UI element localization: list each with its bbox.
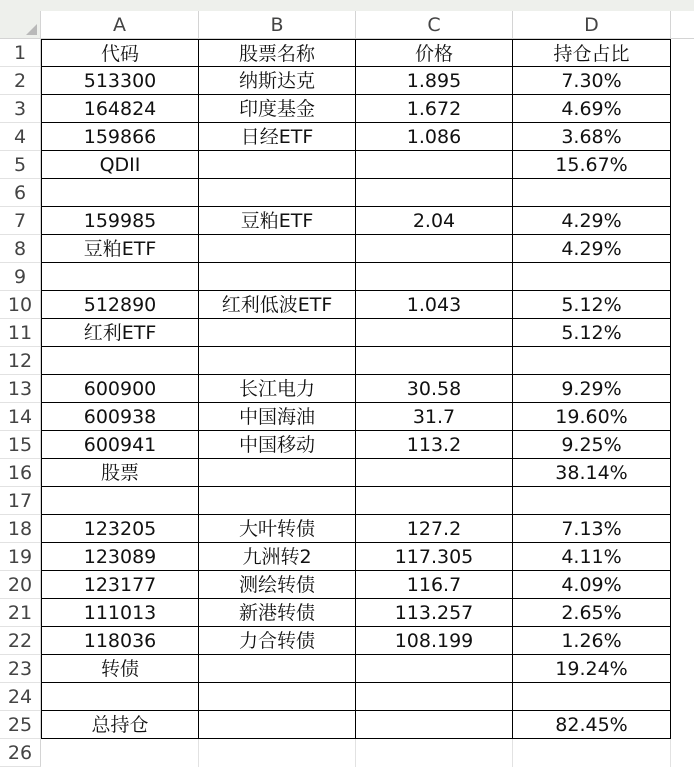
cell-c13[interactable]: 30.58 [356, 375, 513, 403]
cell-c10[interactable]: 1.043 [356, 291, 513, 319]
cell-d22[interactable]: 1.26% [513, 627, 671, 655]
cell-d20[interactable]: 4.09% [513, 571, 671, 599]
row-header-16[interactable]: 16 [0, 459, 41, 487]
cell-a16[interactable]: 股票 [41, 459, 199, 487]
column-header-c[interactable]: C [356, 11, 513, 39]
row-header-6[interactable]: 6 [0, 179, 41, 207]
row-header-22[interactable]: 22 [0, 627, 41, 655]
cell-a14[interactable]: 600938 [41, 403, 199, 431]
cell-a12[interactable] [41, 347, 199, 375]
cell-b18[interactable]: 大叶转债 [199, 515, 356, 543]
cell-b9[interactable] [199, 263, 356, 291]
cell-b13[interactable]: 长江电力 [199, 375, 356, 403]
table-row [41, 291, 671, 319]
cell-b11[interactable] [199, 319, 356, 347]
cell-a23[interactable]: 转债 [41, 655, 199, 683]
cell-b16[interactable] [199, 459, 356, 487]
row-header-26[interactable]: 26 [0, 739, 41, 767]
cell-d5[interactable]: 15.67% [513, 151, 671, 179]
cell-a8[interactable]: 豆粕ETF [41, 235, 199, 263]
cell-c24[interactable] [356, 683, 513, 711]
row-header-7[interactable]: 7 [0, 207, 41, 235]
cell-c20[interactable]: 116.7 [356, 571, 513, 599]
row-header-8[interactable]: 8 [0, 235, 41, 263]
cell-b24[interactable] [199, 683, 356, 711]
cell-d17[interactable] [513, 487, 671, 515]
cell-c23[interactable] [356, 655, 513, 683]
cell-d16[interactable]: 38.14% [513, 459, 671, 487]
cell-b23[interactable] [199, 655, 356, 683]
cell-b25[interactable] [199, 711, 356, 739]
cell-b14[interactable]: 中国海油 [199, 403, 356, 431]
cell-c11[interactable] [356, 319, 513, 347]
row-header-10[interactable]: 10 [0, 291, 41, 319]
row-header-9[interactable]: 9 [0, 263, 41, 291]
table-row [41, 571, 671, 599]
cell-d15[interactable]: 9.25% [513, 431, 671, 459]
cell-d24[interactable] [513, 683, 671, 711]
cell-a17[interactable] [41, 487, 199, 515]
row-header-2[interactable]: 2 [0, 67, 41, 95]
table-row [41, 599, 671, 627]
column-header-a[interactable]: A [41, 11, 199, 39]
cell-d4[interactable]: 3.68% [513, 123, 671, 151]
cell-a5[interactable]: QDII [41, 151, 199, 179]
cell-d14[interactable]: 19.60% [513, 403, 671, 431]
table-row [41, 39, 671, 67]
cell-b2[interactable]: 纳斯达克 [199, 67, 356, 95]
cell-a3[interactable]: 164824 [41, 95, 199, 123]
cell-b17[interactable] [199, 487, 356, 515]
cell-b4[interactable]: 日经ETF [199, 123, 356, 151]
row-header-21[interactable]: 21 [0, 599, 41, 627]
row-header-25[interactable]: 25 [0, 711, 41, 739]
cell-d7[interactable]: 4.29% [513, 207, 671, 235]
table-row [41, 263, 671, 291]
cell-d12[interactable] [513, 347, 671, 375]
cell-a24[interactable] [41, 683, 199, 711]
table-row [41, 683, 671, 711]
cell-a21[interactable]: 111013 [41, 599, 199, 627]
empty-column-area[interactable] [671, 39, 694, 763]
cell-b3[interactable]: 印度基金 [199, 95, 356, 123]
row-header-15[interactable]: 15 [0, 431, 41, 459]
table-row [41, 179, 671, 207]
table-row [41, 627, 671, 655]
table-row [41, 655, 671, 683]
cell-d11[interactable]: 5.12% [513, 319, 671, 347]
cell-d9[interactable] [513, 263, 671, 291]
cell-c22[interactable]: 108.199 [356, 627, 513, 655]
cell-d18[interactable]: 7.13% [513, 515, 671, 543]
cell-b5[interactable] [199, 151, 356, 179]
cell-c8[interactable] [356, 235, 513, 263]
table-row [41, 487, 671, 515]
cell-d10[interactable]: 5.12% [513, 291, 671, 319]
cell-a10[interactable]: 512890 [41, 291, 199, 319]
cell-a22[interactable]: 118036 [41, 627, 199, 655]
row-header-13[interactable]: 13 [0, 375, 41, 403]
table-row [41, 235, 671, 263]
cell-b22[interactable]: 力合转债 [199, 627, 356, 655]
cell-c18[interactable]: 127.2 [356, 515, 513, 543]
row-header-20[interactable]: 20 [0, 571, 41, 599]
cell-c16[interactable] [356, 459, 513, 487]
table-row [41, 543, 671, 571]
row-header-12[interactable]: 12 [0, 347, 41, 375]
cell-c17[interactable] [356, 487, 513, 515]
table-row [41, 431, 671, 459]
cell-a18[interactable]: 123205 [41, 515, 199, 543]
cell-b19[interactable]: 九洲转2 [199, 543, 356, 571]
row-header-14[interactable]: 14 [0, 403, 41, 431]
cell-a13[interactable]: 600900 [41, 375, 199, 403]
table-row [41, 151, 671, 179]
cell-d13[interactable]: 9.29% [513, 375, 671, 403]
table-row [41, 515, 671, 543]
cell-d1[interactable]: 持仓占比 [513, 39, 671, 67]
cell-c7[interactable]: 2.04 [356, 207, 513, 235]
cell-a7[interactable]: 159985 [41, 207, 199, 235]
table-row [41, 207, 671, 235]
cell-c1[interactable]: 价格 [356, 39, 513, 67]
row-header-5[interactable]: 5 [0, 151, 41, 179]
row-header-3[interactable]: 3 [0, 95, 41, 123]
cell-d3[interactable]: 4.69% [513, 95, 671, 123]
table-row [41, 123, 671, 151]
table-row [41, 459, 671, 487]
row-header-18[interactable]: 18 [0, 515, 41, 543]
column-header-e[interactable] [671, 11, 694, 39]
row-header-23[interactable]: 23 [0, 655, 41, 683]
select-all-corner[interactable] [0, 11, 41, 39]
cell-c2[interactable]: 1.895 [356, 67, 513, 95]
cell-d19[interactable]: 4.11% [513, 543, 671, 571]
cell-b12[interactable] [199, 347, 356, 375]
cell-a2[interactable]: 513300 [41, 67, 199, 95]
cell-a20[interactable]: 123177 [41, 571, 199, 599]
cell-c14[interactable]: 31.7 [356, 403, 513, 431]
row-header-24[interactable]: 24 [0, 683, 41, 711]
cell-b1[interactable]: 股票名称 [199, 39, 356, 67]
cell-a11[interactable]: 红利ETF [41, 319, 199, 347]
table-row [41, 347, 671, 375]
table-row [41, 67, 671, 95]
cell-c21[interactable]: 113.257 [356, 599, 513, 627]
cell-c9[interactable] [356, 263, 513, 291]
cell-c19[interactable]: 117.305 [356, 543, 513, 571]
cell-d25[interactable]: 82.45% [513, 711, 671, 739]
row-header-17[interactable]: 17 [0, 487, 41, 515]
cell-d8[interactable]: 4.29% [513, 235, 671, 263]
cell-d6[interactable] [513, 179, 671, 207]
table-row [41, 319, 671, 347]
cell-d2[interactable]: 7.30% [513, 67, 671, 95]
cell-b20[interactable]: 测绘转债 [199, 571, 356, 599]
cell-c4[interactable]: 1.086 [356, 123, 513, 151]
table-row [41, 95, 671, 123]
cell-b10[interactable]: 红利低波ETF [199, 291, 356, 319]
cell-a4[interactable]: 159866 [41, 123, 199, 151]
cell-d21[interactable]: 2.65% [513, 599, 671, 627]
cell-c25[interactable] [356, 711, 513, 739]
cell-a19[interactable]: 123089 [41, 543, 199, 571]
cell-a6[interactable] [41, 179, 199, 207]
select-all-icon [26, 24, 37, 35]
cell-b6[interactable] [199, 179, 356, 207]
table-row [41, 403, 671, 431]
cell-c6[interactable] [356, 179, 513, 207]
row-header-1[interactable]: 1 [0, 39, 41, 67]
table-row [41, 711, 671, 739]
cell-b21[interactable]: 新港转债 [199, 599, 356, 627]
column-header-d[interactable]: D [513, 11, 671, 39]
table-row [41, 375, 671, 403]
cell-c12[interactable] [356, 347, 513, 375]
row-header-4[interactable]: 4 [0, 123, 41, 151]
cell-a9[interactable] [41, 263, 199, 291]
column-header-b[interactable]: B [199, 11, 356, 39]
cell-a1[interactable]: 代码 [41, 39, 199, 67]
cell-b15[interactable]: 中国移动 [199, 431, 356, 459]
cell-b8[interactable] [199, 235, 356, 263]
row-header-11[interactable]: 11 [0, 319, 41, 347]
cell-c3[interactable]: 1.672 [356, 95, 513, 123]
cell-c5[interactable] [356, 151, 513, 179]
cell-a15[interactable]: 600941 [41, 431, 199, 459]
cell-a25[interactable]: 总持仓 [41, 711, 199, 739]
cell-b7[interactable]: 豆粕ETF [199, 207, 356, 235]
row-header-19[interactable]: 19 [0, 543, 41, 571]
cell-d23[interactable]: 19.24% [513, 655, 671, 683]
cell-c15[interactable]: 113.2 [356, 431, 513, 459]
